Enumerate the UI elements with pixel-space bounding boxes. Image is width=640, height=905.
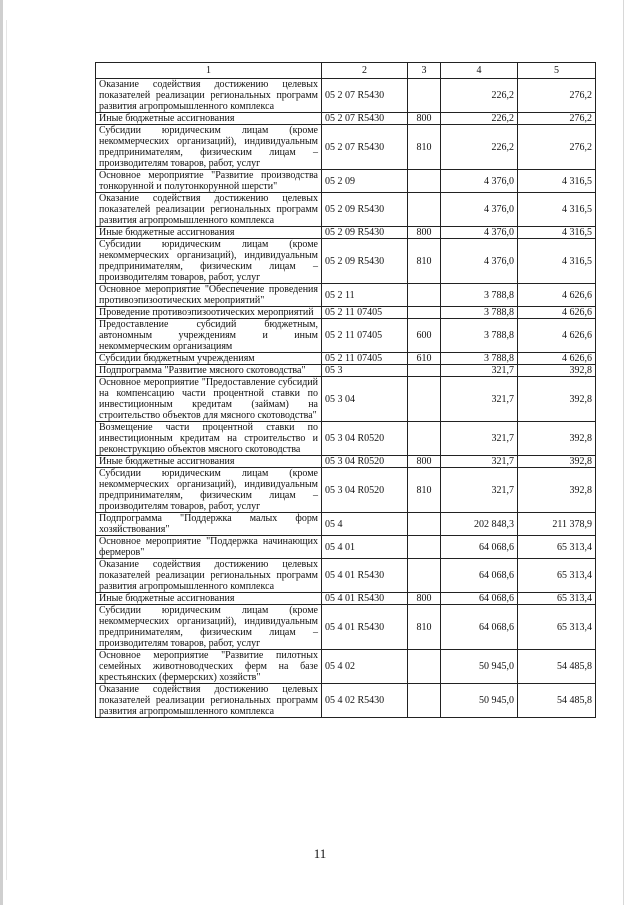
row-expense-type-cell: 800 xyxy=(408,456,441,468)
row-name-cell: Возмещение части процентной ставки по инвестиционным кредитам на строительство и реконструкцию объектов мясного скотоводства xyxy=(96,422,322,456)
row-name-cell: Иные бюджетные ассигнования xyxy=(96,227,322,239)
row-expense-type-cell xyxy=(408,193,441,227)
row-name-cell: Основное мероприятие "Развитие производства тонкорунной и полутонкорунной шерсти" xyxy=(96,170,322,193)
row-value-2-cell: 4 316,5 xyxy=(518,239,596,284)
row-value-1-cell: 321,7 xyxy=(441,456,518,468)
row-expense-type-cell: 800 xyxy=(408,113,441,125)
row-value-1-cell: 50 945,0 xyxy=(441,650,518,684)
row-expense-type-cell: 800 xyxy=(408,593,441,605)
row-value-1-cell: 4 376,0 xyxy=(441,170,518,193)
row-value-2-cell: 392,8 xyxy=(518,456,596,468)
table-row xyxy=(96,468,596,513)
row-value-2-cell: 4 626,6 xyxy=(518,353,596,365)
row-name-cell: Субсидии бюджетным учреждениям xyxy=(96,353,322,365)
row-expense-type-cell xyxy=(408,365,441,377)
row-value-2-cell: 54 485,8 xyxy=(518,684,596,718)
table-row xyxy=(96,593,596,605)
table-row xyxy=(96,605,596,650)
row-value-2-cell: 65 313,4 xyxy=(518,536,596,559)
row-name-cell: Подпрограмма "Развитие мясного скотоводства" xyxy=(96,365,322,377)
row-value-2-cell: 65 313,4 xyxy=(518,605,596,650)
row-value-2-cell: 4 626,6 xyxy=(518,284,596,307)
row-value-1-cell: 64 068,6 xyxy=(441,559,518,593)
row-expense-type-cell xyxy=(408,513,441,536)
table-row xyxy=(96,422,596,456)
header-col-3: 3 xyxy=(408,63,441,79)
row-value-2-cell: 54 485,8 xyxy=(518,650,596,684)
row-value-2-cell: 392,8 xyxy=(518,422,596,456)
scan-edge-line xyxy=(6,20,7,880)
row-value-2-cell: 276,2 xyxy=(518,125,596,170)
row-name-cell: Оказание содействия достижению целевых показателей реализации региональных программ развития агропромышленного комплекса xyxy=(96,684,322,718)
row-expense-type-cell: 810 xyxy=(408,239,441,284)
table-row xyxy=(96,239,596,284)
row-value-1-cell: 3 788,8 xyxy=(441,319,518,353)
row-expense-type-cell xyxy=(408,284,441,307)
row-code-cell: 05 3 04 xyxy=(322,377,408,422)
row-code-cell: 05 2 11 07405 xyxy=(322,319,408,353)
row-code-cell: 05 4 02 xyxy=(322,650,408,684)
row-value-1-cell: 64 068,6 xyxy=(441,593,518,605)
row-value-1-cell: 321,7 xyxy=(441,468,518,513)
table-row xyxy=(96,170,596,193)
row-name-cell: Подпрограмма "Поддержка малых форм хозяйствования" xyxy=(96,513,322,536)
table-row xyxy=(96,227,596,239)
row-code-cell: 05 4 01 xyxy=(322,536,408,559)
row-expense-type-cell xyxy=(408,377,441,422)
row-code-cell: 05 3 xyxy=(322,365,408,377)
table-row xyxy=(96,319,596,353)
row-code-cell: 05 2 09 R5430 xyxy=(322,193,408,227)
row-value-2-cell: 392,8 xyxy=(518,377,596,422)
table-row xyxy=(96,650,596,684)
row-value-1-cell: 4 376,0 xyxy=(441,239,518,284)
header-col-4: 4 xyxy=(441,63,518,79)
row-name-cell: Оказание содействия достижению целевых показателей реализации региональных программ развития агропромышленного комплекса xyxy=(96,79,322,113)
row-name-cell: Субсидии юридическим лицам (кроме некоммерческих организаций), индивидуальным предпринимателям, физическим лицам – производителям товаров, работ, услуг xyxy=(96,239,322,284)
row-name-cell: Иные бюджетные ассигнования xyxy=(96,593,322,605)
row-expense-type-cell: 600 xyxy=(408,319,441,353)
budget-table xyxy=(95,62,596,718)
row-value-1-cell: 226,2 xyxy=(441,113,518,125)
row-code-cell: 05 2 07 R5430 xyxy=(322,125,408,170)
row-code-cell: 05 3 04 R0520 xyxy=(322,422,408,456)
row-code-cell: 05 4 01 R5430 xyxy=(322,605,408,650)
row-name-cell: Основное мероприятие "Предоставление субсидий на компенсацию части процентной ставки по инвестиционным кредитам (займам) на строительство объектов для мясного скотоводства" xyxy=(96,377,322,422)
table-row xyxy=(96,365,596,377)
row-value-2-cell: 4 316,5 xyxy=(518,227,596,239)
row-code-cell: 05 2 11 07405 xyxy=(322,353,408,365)
table-row xyxy=(96,536,596,559)
row-value-1-cell: 226,2 xyxy=(441,79,518,113)
row-value-1-cell: 3 788,8 xyxy=(441,307,518,319)
row-expense-type-cell xyxy=(408,170,441,193)
row-name-cell: Основное мероприятие "Поддержка начинающих фермеров" xyxy=(96,536,322,559)
header-row xyxy=(96,63,596,79)
table-row xyxy=(96,684,596,718)
row-expense-type-cell xyxy=(408,650,441,684)
row-code-cell: 05 3 04 R0520 xyxy=(322,456,408,468)
row-value-1-cell: 4 376,0 xyxy=(441,193,518,227)
row-expense-type-cell: 610 xyxy=(408,353,441,365)
row-value-1-cell: 226,2 xyxy=(441,125,518,170)
row-code-cell: 05 4 01 R5430 xyxy=(322,593,408,605)
row-value-1-cell: 321,7 xyxy=(441,422,518,456)
row-value-2-cell: 65 313,4 xyxy=(518,559,596,593)
table-row xyxy=(96,513,596,536)
row-code-cell: 05 4 xyxy=(322,513,408,536)
header-col-1: 1 xyxy=(96,63,322,79)
table-row xyxy=(96,456,596,468)
page-number: 11 xyxy=(313,846,327,861)
scan-edge-shadow xyxy=(0,0,3,905)
row-value-1-cell: 64 068,6 xyxy=(441,605,518,650)
row-code-cell: 05 2 09 R5430 xyxy=(322,239,408,284)
row-name-cell: Субсидии юридическим лицам (кроме некоммерческих организаций), индивидуальным предпринимателям, физическим лицам – производителям товаров, работ, услуг xyxy=(96,125,322,170)
table-row xyxy=(96,125,596,170)
table-row xyxy=(96,193,596,227)
row-code-cell: 05 2 11 07405 xyxy=(322,307,408,319)
row-value-2-cell: 276,2 xyxy=(518,113,596,125)
row-name-cell: Проведение противоэпизоотических мероприятий xyxy=(96,307,322,319)
table-row xyxy=(96,353,596,365)
row-name-cell: Иные бюджетные ассигнования xyxy=(96,456,322,468)
row-name-cell: Оказание содействия достижению целевых показателей реализации региональных программ развития агропромышленного комплекса xyxy=(96,559,322,593)
row-value-1-cell: 4 376,0 xyxy=(441,227,518,239)
row-expense-type-cell xyxy=(408,307,441,319)
row-value-1-cell: 3 788,8 xyxy=(441,284,518,307)
row-value-1-cell: 321,7 xyxy=(441,377,518,422)
header-col-5: 5 xyxy=(518,63,596,79)
table-row xyxy=(96,284,596,307)
table-row xyxy=(96,307,596,319)
row-name-cell: Иные бюджетные ассигнования xyxy=(96,113,322,125)
row-name-cell: Предоставление субсидий бюджетным, автономным учреждениям и иным некоммерческим организациям xyxy=(96,319,322,353)
document-page xyxy=(95,62,595,718)
row-name-cell: Субсидии юридическим лицам (кроме некоммерческих организаций), индивидуальным предпринимателям, физическим лицам – производителям товаров, работ, услуг xyxy=(96,605,322,650)
table-body xyxy=(96,79,596,718)
row-code-cell: 05 2 09 xyxy=(322,170,408,193)
row-name-cell: Основное мероприятие "Развитие пилотных семейных животноводческих ферм на базе крестьянских (фермерских) хозяйств" xyxy=(96,650,322,684)
row-code-cell: 05 4 01 R5430 xyxy=(322,559,408,593)
table-row xyxy=(96,377,596,422)
row-name-cell: Оказание содействия достижению целевых показателей реализации региональных программ развития агропромышленного комплекса xyxy=(96,193,322,227)
row-value-1-cell: 202 848,3 xyxy=(441,513,518,536)
row-value-1-cell: 321,7 xyxy=(441,365,518,377)
row-name-cell: Субсидии юридическим лицам (кроме некоммерческих организаций), индивидуальным предпринимателям, физическим лицам – производителям товаров, работ, услуг xyxy=(96,468,322,513)
row-value-2-cell: 276,2 xyxy=(518,79,596,113)
row-expense-type-cell xyxy=(408,684,441,718)
row-value-2-cell: 211 378,9 xyxy=(518,513,596,536)
row-code-cell: 05 2 09 R5430 xyxy=(322,227,408,239)
row-code-cell: 05 2 07 R5430 xyxy=(322,113,408,125)
scan-edge-line-right xyxy=(623,0,624,905)
row-expense-type-cell: 810 xyxy=(408,605,441,650)
row-value-2-cell: 4 316,5 xyxy=(518,193,596,227)
row-code-cell: 05 4 02 R5430 xyxy=(322,684,408,718)
row-expense-type-cell: 800 xyxy=(408,227,441,239)
row-value-1-cell: 3 788,8 xyxy=(441,353,518,365)
row-expense-type-cell xyxy=(408,422,441,456)
row-code-cell: 05 2 07 R5430 xyxy=(322,79,408,113)
row-value-1-cell: 50 945,0 xyxy=(441,684,518,718)
row-value-2-cell: 4 316,5 xyxy=(518,170,596,193)
row-value-2-cell: 4 626,6 xyxy=(518,319,596,353)
table-row xyxy=(96,113,596,125)
row-expense-type-cell: 810 xyxy=(408,468,441,513)
table-row xyxy=(96,79,596,113)
row-value-1-cell: 64 068,6 xyxy=(441,536,518,559)
row-expense-type-cell: 810 xyxy=(408,125,441,170)
row-expense-type-cell xyxy=(408,536,441,559)
row-code-cell: 05 3 04 R0520 xyxy=(322,468,408,513)
row-value-2-cell: 392,8 xyxy=(518,468,596,513)
row-value-2-cell: 4 626,6 xyxy=(518,307,596,319)
header-col-2: 2 xyxy=(322,63,408,79)
row-code-cell: 05 2 11 xyxy=(322,284,408,307)
row-name-cell: Основное мероприятие "Обеспечение проведения противоэпизоотических мероприятий" xyxy=(96,284,322,307)
table-row xyxy=(96,559,596,593)
row-value-2-cell: 65 313,4 xyxy=(518,593,596,605)
row-value-2-cell: 392,8 xyxy=(518,365,596,377)
row-expense-type-cell xyxy=(408,559,441,593)
row-expense-type-cell xyxy=(408,79,441,113)
